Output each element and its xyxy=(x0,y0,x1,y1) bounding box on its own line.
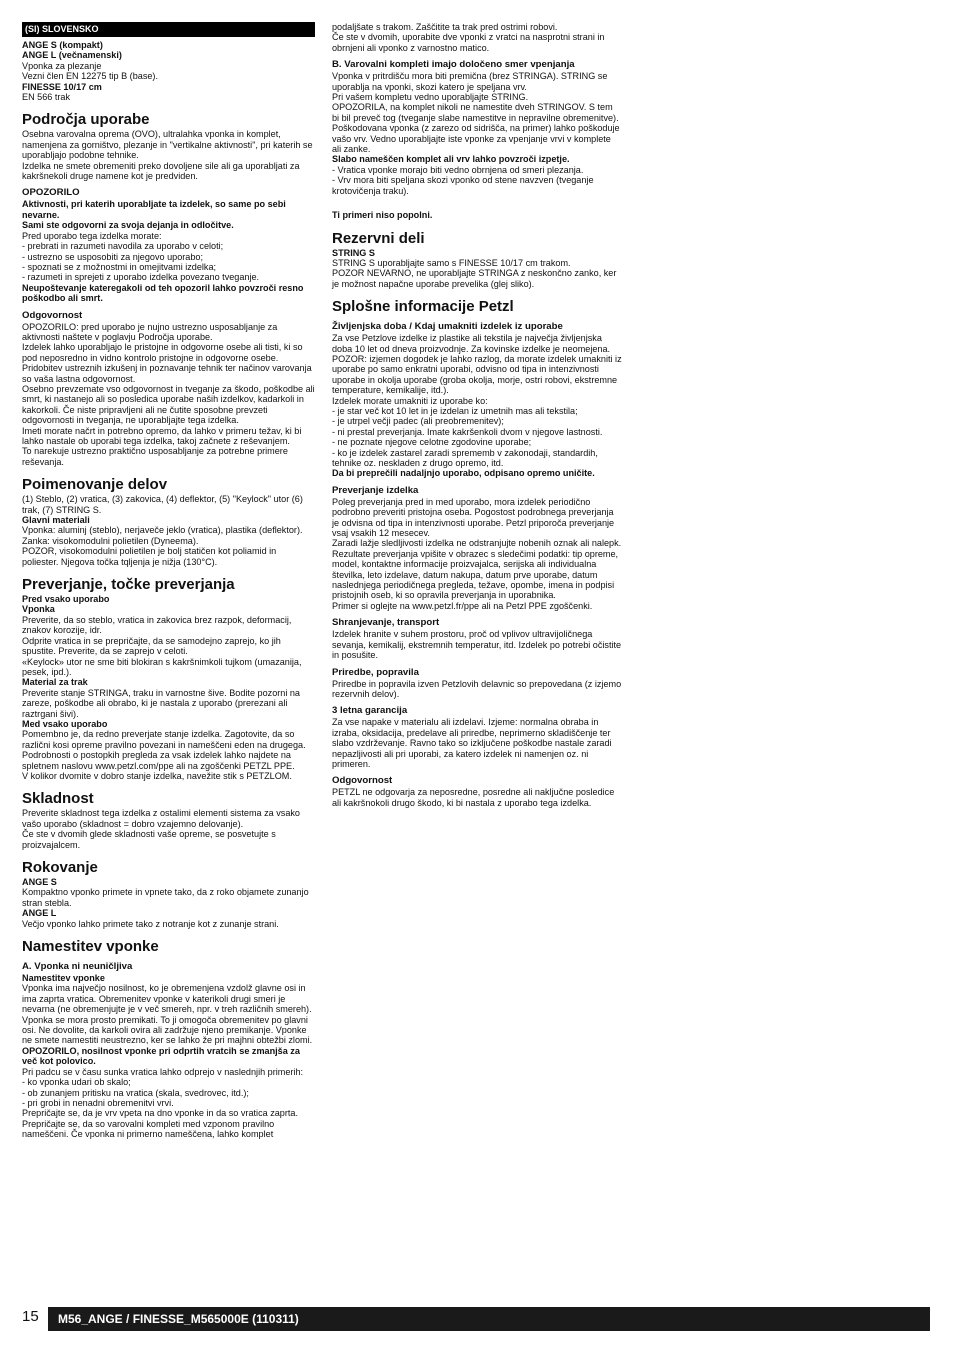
sub-heading: Priredbe, popravila xyxy=(332,666,419,678)
model-list xyxy=(22,40,315,102)
sub-heading: Odgovornost xyxy=(22,309,83,321)
paragraph: OPOZORILO: pred uporabo je nujno ustrezno usposabljanje za aktivnosti naštete v poglavju Področja uporabe. Izdelek lahko uporabljajo le pristojne in odgovorne osebe ali tisti, ki so pod neposredno in vidno kontrolo pristojne in odgovorne osebe. Pridobitev ustreznih izkušenj in poznavanje tehnik ter načinov varovanja so vaša lastna odgovornost. Osebno prevzemate vso odgovornost in tveganje za škodo, poškodbe ali smrt, ki nastanejo ali so posledica uporabe naših izdelkov, kadarkoli in kakorkoli. Če niste pripravljeni ali ne čutite sposobne prevzeti odgovornosti in tveganja, ne uporabljajte tega izdelka. Imeti morate načrt in potrebno opremo, da lahko v primeru težav, ki bi lahko nastale ob uporabi tega izdelka, takoj začnete z reševanjem. To narekuje ustrezno praktično usposabljanje za potrebne primere reševanja. xyxy=(22,321,315,467)
section xyxy=(332,231,622,290)
section-heading: Poimenovanje delov xyxy=(22,476,168,494)
right-column xyxy=(332,22,622,816)
sub-heading: OPOZORILO xyxy=(22,187,80,199)
bold-paragraph: OPOZORILO, nosilnost vponke pri odprtih vratcih se zmanjša za več kot polovico. xyxy=(22,1045,300,1067)
section-heading: Namestitev vponke xyxy=(22,938,159,956)
paragraph: STRING S uporabljajte samo s FINESSE 10/17 cm trakom. POZOR NEVARNO, ne uporabljajte STRINGA z neskončno zanko, ker je možnost napačne uporabe prevelika (glej sliko). xyxy=(332,257,617,289)
bold-paragraph: Pred vsako uporabo Vponka xyxy=(22,594,110,615)
paragraph: Za vse napake v materialu ali izdelavi. Izjeme: normalna obraba in izraba, oksidacija, predelave ali priredbe, neprimerno skladiščenje ter slabo vzdrževanje. Ravno tako so izključene poškodbe nastale zaradi nepazljivosti ali pri uporabi, za katero izdelek ni namenjen oz. ni primeren. xyxy=(332,717,612,769)
paragraph: PETZL ne odgovarja za neposredne, posredne ali naključne posledice ali kakršnokoli drugo škodo, ki bi nastala z uporabo tega izdelka. xyxy=(332,787,615,808)
paragraph: Večjo vponko lahko primete tako z notranje kot z zunanje strani. xyxy=(22,918,279,929)
model-line: Vponka za plezanje xyxy=(22,60,102,71)
bold-paragraph: Glavni materiali xyxy=(22,515,90,526)
sub-heading: Odgovornost xyxy=(332,775,393,787)
model-line: FINESSE 10/17 cm xyxy=(22,81,102,92)
paragraph: Priredbe in popravila izven Petzlovih delavnic so prepovedana (z izjemo rezervnih delov). xyxy=(332,678,622,699)
paragraph: Preverite stanje STRINGA, traku in varnostne šive. Bodite pozorni na zareze, poškodbe ali obrabo, ki je nastala z uporabo (prerezani ali raztrgani šivi). xyxy=(22,687,300,719)
page-number: 15 xyxy=(22,1308,39,1325)
bold-paragraph: Material za trak xyxy=(22,677,88,688)
bold-paragraph: Ti primeri niso popolni. xyxy=(332,210,433,221)
paragraph: Pred uporabo tega izdelka morate: - prebrati in razumeti navodila za uporabo v celoti; - ustrezno se usposobiti za njegovo uporabo; - spoznati se z možnostmi in omejitvami izdelka; - razumeti in sprejeti z uporabo izdelka povezano tveganje. xyxy=(22,230,260,283)
paragraph: Preverite skladnost tega izdelka z ostalimi elementi sistema za vsako vašo uporabo (skladnost = dobro vzajemno delovanje). Če ste v dvomih glede skladnosti vaše opreme, se posvetujte s proizvajalcem. xyxy=(22,808,300,850)
section-heading: Rokovanje xyxy=(22,859,98,876)
paragraph: Vponka: aluminj (steblo), nerjaveče jeklo (vratica), plastika (deflektor). Zanka: visokomodulni polietilen (Dyneema). POZOR, visokomodulni polietilen je bolj statičen kot poliamid in poliester. Njegova točka tqljenja je nižja (130°C). xyxy=(22,525,303,567)
left-sections xyxy=(22,112,315,1139)
section xyxy=(22,577,315,781)
sub-heading: 3 letna garancija xyxy=(332,705,408,717)
spacer xyxy=(332,196,622,210)
paragraph: Poleg preverjanja pred in med uporabo, mora izdelek periodično podrobno preveriti pristojna oseba. Pogostost podrobnega preverjanja je odvisna od tipa in intenzivnosti uporabe. Petzl priporoča preverjanje vsaj vsakih 12 mesecev. Zaradi lažje sledljivosti izdelka ne odstranjujte nobenih oznak ali nalepk. Rezultate preverjanja vpišite v obrazec s sledečimi podatki: tip opreme, model, kontaktne informacije proizvajalca, serijska ali individualna številka, leto izdelave, datum nakupa, datum prve uporabe, datum naslednjega periodičnega pregleda, težave, opombe, imena in podpisi pristojnih oseb, ki so opravila preverjanja in uporabnika. Primer si oglejte na www.petzl.fr/ppe ali na Petzl PPE zgoščenki. xyxy=(332,496,622,611)
section xyxy=(22,939,315,1140)
model-line: EN 566 trak xyxy=(22,92,71,103)
section-heading: Področja uporabe xyxy=(22,111,150,129)
paragraph: Izdelek hranite v suhem prostoru, proč od vplivov ultravijoličnega sevanja, kemikalij, ekstremnih temperatur, itd. Izdelek po potrebi očistite in posušite. xyxy=(332,629,622,661)
sub-heading: B. Varovalni kompleti imajo določeno smer vpenjanja xyxy=(332,59,575,71)
section xyxy=(22,860,315,929)
bold-paragraph: ANGE S xyxy=(22,877,57,887)
section xyxy=(332,299,622,808)
sub-heading: A. Vponka ni neuničljiva xyxy=(22,961,133,973)
left-column xyxy=(22,22,315,1148)
paragraph: Pri padcu se v času sunka vratica lahko odprejo v naslednjih primerih: - ko vponka udari ob skalo; - ob zunanjem pritisku na vratica (skala, svedrovec, itd.); - pri grobi in nenadni obremenitvi vrvi. Prepričajte se, da je vrv vpeta na dno vponke in da so vratica zaprta. Prepričajte se, da so varovalni kompleti med vzponom pravilno nameščeni. Če vponka ni primerno nameščena, lahko komplet xyxy=(22,1066,304,1140)
model-line: ANGE L (večnamenski) xyxy=(22,50,122,61)
paragraph: Osebna varovalna oprema (OVO), ultralahka vponka in komplet, namenjena za gorništvo, plezanje in "vertikalne aktivnosti", pri katerih se uporabljajo podobne tehnike. Izdelka ne smete obremeniti preko dovoljene sile ali ga uporabljati za kakršnekoli druge namene kot je predviden. xyxy=(22,129,313,182)
paragraph: - Vratica vponke morajo biti vedno obrnjena od smeri plezanja. - Vrv mora biti speljana skozi vponko od stene navzven (tveganje krotovičenja traku). xyxy=(332,164,594,196)
section xyxy=(22,477,315,567)
section xyxy=(22,112,315,467)
bold-paragraph: ANGE L xyxy=(22,908,57,919)
language-header: (SI) SLOVENSKO xyxy=(22,22,315,37)
bold-paragraph: Da bi preprečili nadaljnjo uporabo, odpisano opremo uničite. xyxy=(332,468,595,479)
paragraph: Pomembno je, da redno preverjate stanje izdelka. Zagotovite, da so različni kosi opreme pravilno povezani in nameščeni eden na drugega. Podrobnosti o postopkih pregleda za vsak izdelek lahko najdete na spletnem naslovu www.petzl.com/ppe ali na zgoščenki PETZL PPE. V kolikor dvomite v dobro stanje izdelka, navežite stik s PETZLOM. xyxy=(22,729,306,781)
sub-heading: Shranjevanje, transport xyxy=(332,617,440,629)
section-heading: Skladnost xyxy=(22,790,94,808)
section-heading: Preverjanje, točke preverjanja xyxy=(22,576,235,594)
paragraph: (1) Steblo, (2) vratica, (3) zakovica, (4) deflektor, (5) "Keylock" utor (6) trak, (7) STRING S. xyxy=(22,494,303,515)
paragraph: Vponka v pritrdišču mora biti premična (brez STRINGA). STRING se uporablja na vponki, skozi katero je speljana vrv. Pri vašem kompletu vedno uporabljajte STRING. OPOZORILA, na komplet nikoli ne namestite dveh STRINGOV. S tem bi bil preveč tog (tveganje slabe namestitve in nepravilne obremenitve). Poškodovana vponka (z zarezo od sidrišča, na primer) lahko poškoduje vašo vrv. Vedno uporabljajte iste vponke za vpenjanje vrvi v komplete ali zanke. xyxy=(332,71,620,155)
bold-paragraph: Med vsako uporabo xyxy=(22,718,108,729)
section-heading: Splošne informacije Petzl xyxy=(332,298,514,316)
model-line: ANGE S (kompakt) xyxy=(22,40,103,50)
sub-heading: Življenjska doba / Kdaj umakniti izdelek iz uporabe xyxy=(332,321,563,333)
bold-paragraph: Namestitev vponke xyxy=(22,973,105,984)
paragraph: Preverite, da so steblo, vratica in zakovica brez razpok, deformacij, znakov korozije, idr. Odprite vratica in se prepričajte, da se samodejno zaprejo, ko jih spustite. Preverite, da se zaprejo v celoti. «Keylock» utor ne sme biti blokiran s kakršnimkoli tujkom (umazanija, pesek, ipd.). xyxy=(22,614,302,677)
bold-paragraph: Slabo nameščen komplet ali vrv lahko povzroči izpetje. xyxy=(332,154,570,165)
paragraph: Za vse Petzlove izdelke iz plastike ali tekstila je največja življenjska doba 10 let od dneva proizvodnje. Za kovinske izdelke je neomejena. POZOR: izjemen dogodek je lahko razlog, da morate izdelek umakniti iz uporabe po samo enkratni uporabi, odvisno od tipa in intenzivnosti uporabe in okolja uporabe (groba okolja, morje, ostri robovi, ekstremne temperature, kemikalije, itd.). Izdelek morate umakniti iz uporabe ko: - je star več kot 10 let in je izdelan iz umetnih mas ali tekstila; - je utrpel večji padec (ali preobremenitev); - ni prestal preverjanja. Imate kakršenkoli dvom v njegove lastnosti. - ne poznate njegove celotne zgodovine uporabe; - ko je izdelek zastarel zaradi sprememb v zakonodaji, standardih, tehnike oz. neskladen z drugo opremo, itd. xyxy=(332,333,622,468)
sub-heading: Preverjanje izdelka xyxy=(332,484,419,496)
footer-doc-code: M56_ANGE / FINESSE_M565000E (110311) xyxy=(48,1307,930,1331)
right-sections xyxy=(332,22,622,808)
bold-paragraph: STRING S xyxy=(332,247,375,258)
bold-paragraph: Aktivnosti, pri katerih uporabljate ta izdelek, so same po sebi nevarne. Sami ste odgovorni za svoja dejanja in odločitve. xyxy=(22,199,286,231)
paragraph: Vponka ima največjo nosilnost, ko je obremenjena vzdolž glavne osi in ima zaprta vratica. Obremenitev vponke v katerikoli drugi smeri je nevarna (ne obremenjujte je v več smereh, npr. v treh različnih smereh). Vponka se mora prosto premikati. To ji omogoča obremenitev po glavni osi. Ne dovolite, da karkoli ovira ali zadržuje njeno premikanje. Vponke ne smete namestiti neustrezno, ker se lahko že pri majhni obtežbi zlomi. xyxy=(22,983,313,1046)
paragraph: Kompaktno vponko primete in vpnete tako, da z roko objamete zunanjo stran stebla. xyxy=(22,887,309,908)
section-heading: Rezervni deli xyxy=(332,229,425,247)
bold-paragraph: Neupoštevanje kateregakoli od teh opozoril lahko povzroči resno poškodbo ali smrt. xyxy=(22,282,304,304)
section xyxy=(22,791,315,850)
section xyxy=(332,22,622,221)
paragraph: podaljšate s trakom. Zaščitite ta trak pred ostrimi robovi. Če ste v dvomih, uporabite dve vponki z vratci na nasprotni strani in obrnjeni ali vponko z varnostno matico. xyxy=(332,22,605,53)
model-line: Vezni člen EN 12275 tip B (base). xyxy=(22,71,158,82)
